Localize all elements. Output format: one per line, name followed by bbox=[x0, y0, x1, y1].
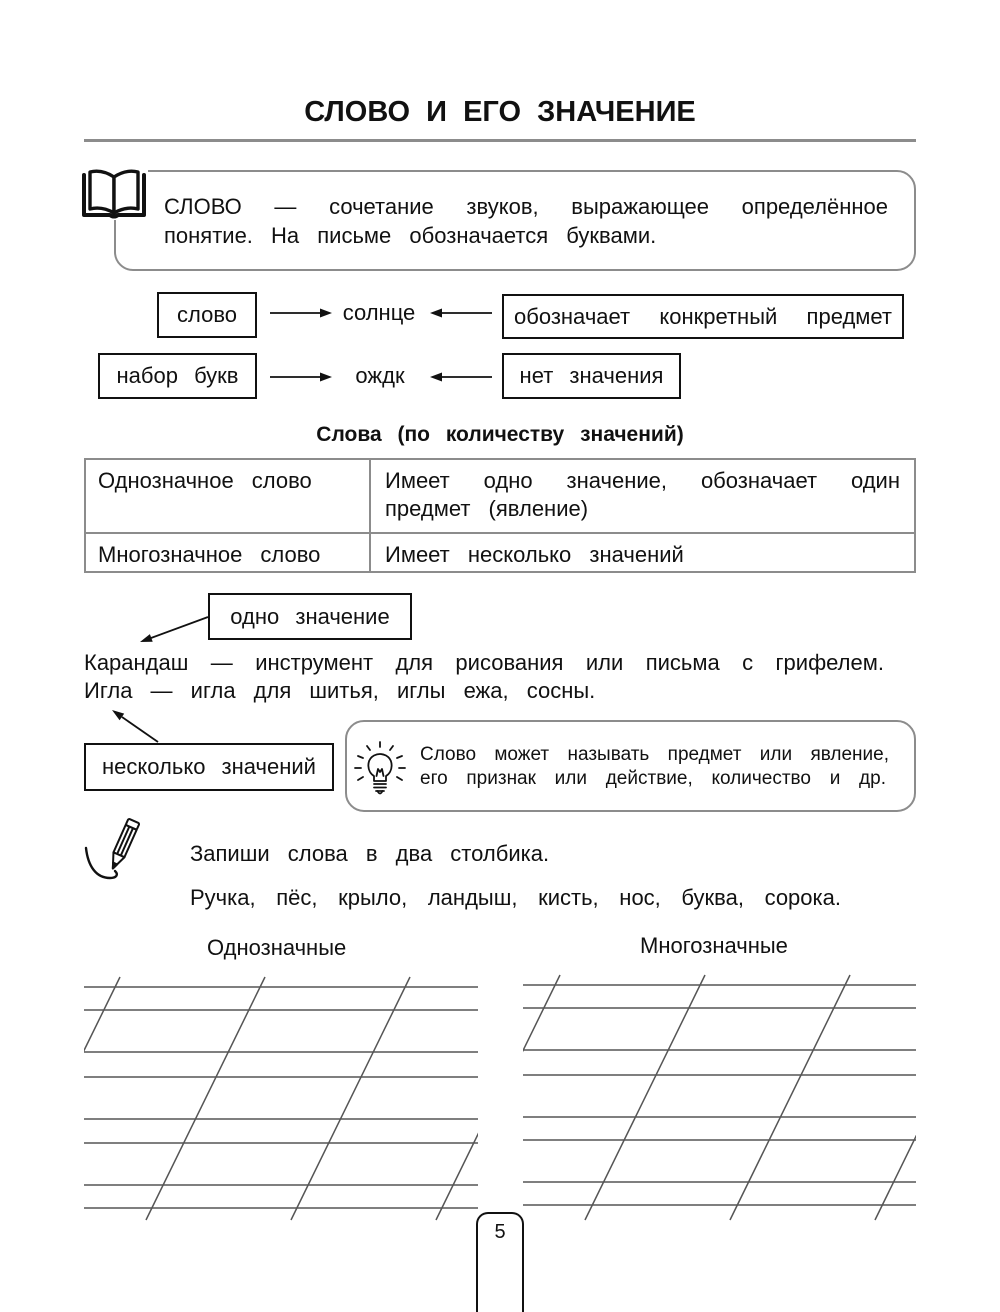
meaning-table bbox=[84, 458, 916, 573]
diagram-example-word: солнце bbox=[342, 300, 416, 325]
table-cell-description-line: Имеет одно значение, обозначает один bbox=[385, 468, 900, 493]
slant-line bbox=[84, 977, 120, 1220]
lightbulb-icon bbox=[353, 740, 407, 798]
definition-line-2: понятие. На письме обозначается буквами. bbox=[164, 223, 657, 248]
example-line-1: Карандаш — инструмент для рисования или письма с грифелем. bbox=[84, 650, 884, 675]
slant-line bbox=[291, 977, 410, 1220]
arrow-right-icon bbox=[270, 373, 332, 382]
slant-line bbox=[436, 977, 478, 1220]
page-number: 5 bbox=[476, 1212, 524, 1312]
diagram-box-letters: набор букв bbox=[98, 353, 257, 399]
slant-line bbox=[146, 977, 265, 1220]
tip-line-2: его признак или действие, количество и др. bbox=[420, 768, 886, 789]
example-line-2: Игла — игла для шитья, иглы ежа, сосны. bbox=[84, 678, 596, 703]
column-heading-multiple: Многозначные bbox=[640, 933, 788, 958]
lightbulb-icon-graphic bbox=[353, 740, 407, 798]
table-cell-description-line: Имеет несколько значений bbox=[385, 542, 684, 567]
definition-line-1: СЛОВО — сочетание звуков, выражающее определённое bbox=[164, 194, 888, 219]
table-cell-term: Многозначное слово bbox=[98, 542, 321, 567]
arrow-left-icon bbox=[430, 309, 492, 318]
table-caption: Слова (по количеству значений) bbox=[316, 423, 684, 446]
slant-line bbox=[523, 975, 560, 1220]
diagram-example-letters: ождк bbox=[355, 363, 405, 388]
slant-line bbox=[585, 975, 705, 1220]
page-title: СЛОВО И ЕГО ЗНАЧЕНИЕ bbox=[304, 96, 696, 128]
slant-line bbox=[730, 975, 850, 1220]
table-column-divider bbox=[369, 460, 371, 571]
exercise-instruction: Запиши слова в два столбика. bbox=[190, 841, 550, 866]
arrow-left-icon bbox=[430, 373, 492, 382]
arrow-right-icon bbox=[270, 309, 332, 318]
open-book-icon bbox=[80, 166, 148, 220]
table-row-divider bbox=[86, 532, 914, 534]
tip-line-1: Слово может называть предмет или явление, bbox=[420, 744, 889, 765]
diagram-box-word: слово bbox=[157, 292, 257, 338]
table-cell-description-line: предмет (явление) bbox=[385, 496, 589, 521]
writing-grid-left bbox=[84, 970, 478, 1225]
slant-line bbox=[875, 975, 916, 1220]
column-heading-single: Однозначные bbox=[207, 935, 347, 960]
writing-grid-right bbox=[523, 968, 916, 1225]
callout-single-meaning: одно значение bbox=[208, 593, 412, 640]
title-underline bbox=[84, 139, 916, 142]
table-cell-term: Однозначное слово bbox=[98, 468, 312, 493]
pencil-icon bbox=[82, 818, 150, 884]
arrow-up-left-icon bbox=[112, 710, 158, 742]
callout-multiple-meanings: несколько значений bbox=[84, 743, 334, 791]
diagram-box-no-meaning: нет значения bbox=[502, 353, 681, 399]
diagram-box-meaning: обозначает конкретный предмет bbox=[502, 294, 904, 339]
exercise-word-list: Ручка, пёс, крыло, ландыш, кисть, нос, буква, сорока. bbox=[190, 885, 841, 910]
pencil-icon-graphic bbox=[82, 818, 150, 884]
open-book-icon-graphic bbox=[80, 166, 148, 220]
arrow-down-left-icon bbox=[140, 617, 208, 642]
